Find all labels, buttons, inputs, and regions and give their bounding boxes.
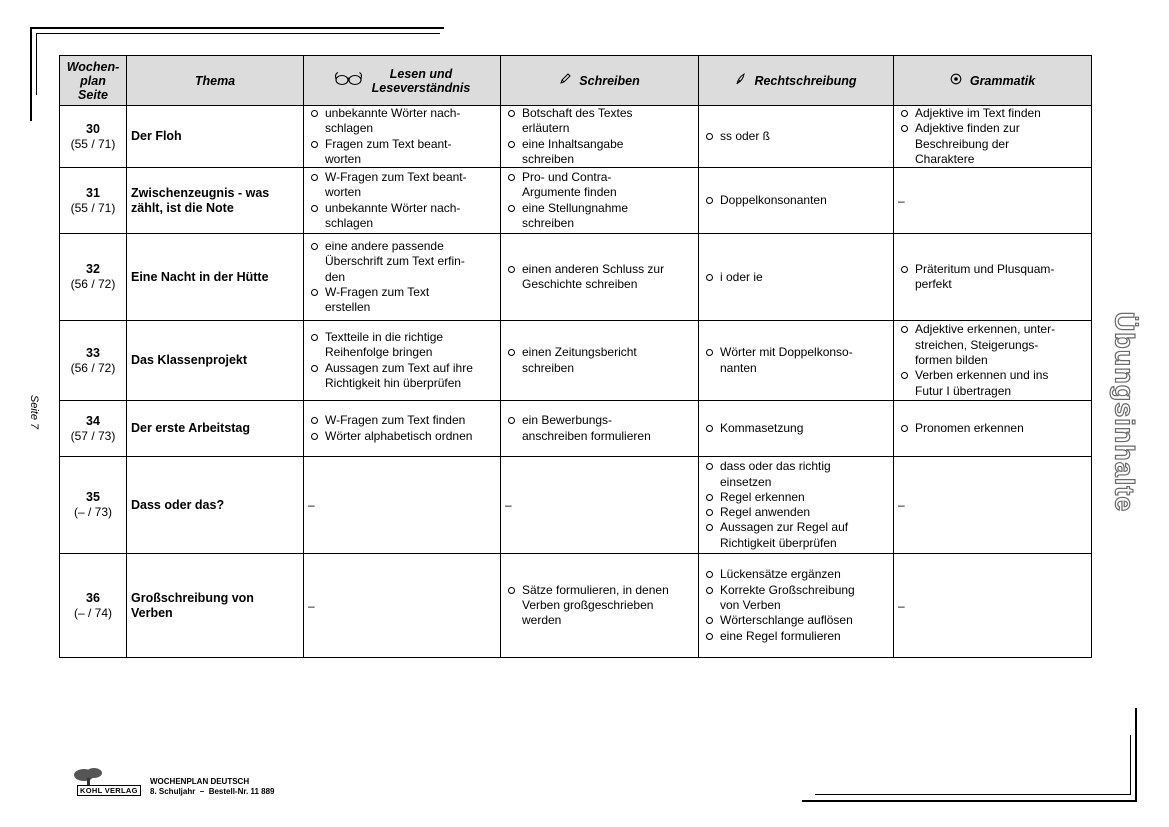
header-grammatik	[894, 56, 1092, 106]
cell-grammatik	[894, 554, 1092, 658]
empty-dash: –	[898, 598, 905, 613]
quill-icon	[735, 73, 746, 88]
header-lesen-label: Lesen und Leseverständnis	[371, 66, 471, 95]
cell-page	[60, 457, 127, 554]
list-item: Regel anwenden	[703, 505, 889, 520]
cell-recht	[699, 457, 894, 554]
header-page	[60, 56, 127, 106]
cell-page	[60, 554, 127, 658]
header-grammatik-label: Grammatik	[969, 73, 1036, 88]
publisher-logo	[64, 768, 144, 802]
list-item: W-Fragen zum Text finden	[308, 413, 496, 428]
cell-page	[60, 106, 127, 168]
cell-lesen	[304, 401, 501, 457]
thema-text: Das Klassenprojekt	[131, 353, 248, 368]
page-number-sub: (57 / 73)	[70, 428, 116, 443]
frame-line-right-outer	[1135, 708, 1137, 802]
empty-dash: –	[505, 498, 512, 513]
cell-thema	[127, 106, 304, 168]
target-icon	[950, 73, 962, 88]
frame-line-left-outer	[30, 27, 32, 121]
thema-text: Zwischenzeugnis - was zählt, ist die Note	[131, 185, 270, 215]
cell-lesen	[304, 168, 501, 234]
page-number-sub: (– / 73)	[73, 505, 112, 520]
cell-grammatik	[894, 321, 1092, 401]
grammatik-list	[898, 322, 1087, 398]
cell-thema	[127, 554, 304, 658]
page-number: Seite 7	[28, 394, 40, 430]
cell-schreiben	[501, 168, 699, 234]
table-body	[60, 106, 1092, 658]
weekly-plan-table	[59, 55, 1092, 658]
thema-text: Der Floh	[131, 129, 182, 144]
page-number-sub: (– / 74)	[73, 605, 112, 620]
list-item: Adjektive im Text finden	[898, 106, 1087, 121]
list-item: unbekannte Wörter nach- schlagen	[308, 106, 496, 137]
list-item: W-Fragen zum Text erstellen	[308, 285, 496, 316]
table-row	[60, 106, 1092, 168]
list-item: Doppelkonsonanten	[703, 193, 889, 208]
page-number-main: 35	[86, 490, 100, 505]
cell-page	[60, 401, 127, 457]
cell-recht	[699, 234, 894, 321]
list-item: Korrekte Großschreibung von Verben	[703, 583, 889, 614]
header-row	[60, 56, 1092, 106]
cell-recht	[699, 106, 894, 168]
table-row	[60, 457, 1092, 554]
cell-recht	[699, 401, 894, 457]
cell-schreiben	[501, 401, 699, 457]
header-recht-label: Rechtschreibung	[754, 73, 857, 88]
cell-recht	[699, 554, 894, 658]
list-item: Wörter mit Doppelkonso- nanten	[703, 345, 889, 376]
recht-list	[703, 193, 889, 208]
list-item: dass oder das richtig einsetzen	[703, 459, 889, 490]
list-item: Adjektive erkennen, unter- streichen, Steigerungs- formen bilden	[898, 322, 1087, 368]
cell-grammatik	[894, 234, 1092, 321]
list-item: Sätze formulieren, in denen Verben großgeschrieben werden	[505, 583, 694, 629]
empty-dash: –	[308, 598, 315, 613]
cell-thema	[127, 321, 304, 401]
recht-list	[703, 459, 889, 551]
frame-line-top-outer	[30, 27, 444, 29]
schreiben-list	[505, 170, 694, 231]
page-number-main: 33	[86, 345, 100, 360]
frame-line-right-inner	[1130, 735, 1131, 795]
list-item: Verben erkennen und ins Futur I übertragen	[898, 368, 1087, 399]
page-number-sub: (56 / 72)	[70, 277, 116, 292]
list-item: i oder ie	[703, 270, 889, 285]
list-item: einen Zeitungsbericht schreiben	[505, 345, 694, 376]
cell-grammatik	[894, 168, 1092, 234]
list-item: Aussagen zum Text auf ihre Richtigkeit hin überprüfen	[308, 361, 496, 392]
cell-page	[60, 234, 127, 321]
list-item: Regel erkennen	[703, 490, 889, 505]
table-row	[60, 168, 1092, 234]
cell-thema	[127, 234, 304, 321]
recht-list	[703, 345, 889, 376]
thema-text: Großschreibung von Verben	[131, 590, 254, 620]
lesen-list	[308, 239, 496, 315]
table-row	[60, 234, 1092, 321]
lesen-list	[308, 106, 496, 167]
cell-lesen	[304, 234, 501, 321]
list-item: eine andere passende Überschrift zum Text erfin- den	[308, 239, 496, 285]
table-row	[60, 554, 1092, 658]
grammatik-list	[898, 262, 1087, 293]
lesen-list	[308, 170, 496, 231]
cell-lesen	[304, 106, 501, 168]
cell-thema	[127, 168, 304, 234]
header-thema-label: Thema	[194, 73, 236, 88]
list-item: eine Stellungnahme schreiben	[505, 201, 694, 232]
recht-list	[703, 567, 889, 643]
list-item: einen anderen Schluss zur Geschichte schreiben	[505, 262, 694, 293]
footer-text	[150, 777, 275, 797]
header-schreiben	[501, 56, 699, 106]
thema-text: Eine Nacht in der Hütte	[131, 269, 269, 284]
list-item: Lückensätze ergänzen	[703, 567, 889, 582]
table-row	[60, 321, 1092, 401]
schreiben-list	[505, 262, 694, 293]
header-schreiben-label: Schreiben	[579, 73, 640, 88]
pencil-icon	[559, 73, 571, 88]
list-item: Wörterschlange auflösen	[703, 613, 889, 628]
glasses-icon	[334, 71, 364, 90]
list-item: Pronomen erkennen	[898, 421, 1087, 436]
page-number-main: 36	[86, 590, 100, 605]
header-recht	[699, 56, 894, 106]
schreiben-list	[505, 106, 694, 167]
cell-schreiben	[501, 554, 699, 658]
thema-text: Der erste Arbeitstag	[131, 421, 251, 436]
page-number-main: 31	[86, 185, 100, 200]
list-item: eine Regel formulieren	[703, 629, 889, 644]
header-page-label: Wochen- plan Seite	[66, 59, 120, 102]
lesen-list	[308, 413, 496, 444]
footer-line-1: WOCHENPLAN DEUTSCH	[150, 777, 250, 786]
cell-recht	[699, 321, 894, 401]
page-number-sub: (55 / 71)	[70, 200, 116, 215]
footer-line-2: 8. Schuljahr – Bestell-Nr. 11 889	[150, 787, 275, 796]
cell-grammatik	[894, 401, 1092, 457]
list-item: Adjektive finden zur Beschreibung der Charaktere	[898, 121, 1087, 167]
frame-line-left-inner	[36, 33, 37, 95]
logo-text: KOHL VERLAG	[77, 785, 141, 796]
list-item: ss oder ß	[703, 129, 889, 144]
cell-grammatik	[894, 106, 1092, 168]
empty-dash: –	[898, 193, 905, 208]
cell-recht	[699, 168, 894, 234]
list-item: Pro- und Contra- Argumente finden	[505, 170, 694, 201]
schreiben-list	[505, 345, 694, 376]
list-item: Kommasetzung	[703, 421, 889, 436]
header-thema	[127, 56, 304, 106]
cell-page	[60, 321, 127, 401]
list-item: W-Fragen zum Text beant- worten	[308, 170, 496, 201]
schreiben-list	[505, 583, 694, 629]
thema-text: Dass oder das?	[131, 497, 225, 512]
list-item: unbekannte Wörter nach- schlagen	[308, 201, 496, 232]
cell-lesen	[304, 457, 501, 554]
cell-lesen	[304, 321, 501, 401]
grammatik-list	[898, 421, 1087, 436]
header-lesen	[304, 56, 501, 106]
lesen-list	[308, 330, 496, 391]
side-title: Übungsinhalte	[1109, 311, 1140, 513]
empty-dash: –	[898, 498, 905, 513]
list-item: Präteritum und Plusquam- perfekt	[898, 262, 1087, 293]
recht-list	[703, 421, 889, 436]
list-item: Fragen zum Text beant- worten	[308, 137, 496, 168]
list-item: Botschaft des Textes erläutern	[505, 106, 694, 137]
page-number-main: 34	[86, 413, 100, 428]
cell-lesen	[304, 554, 501, 658]
schreiben-list	[505, 413, 694, 444]
list-item: Wörter alphabetisch ordnen	[308, 429, 496, 444]
cell-schreiben	[501, 457, 699, 554]
cell-thema	[127, 457, 304, 554]
cell-schreiben	[501, 234, 699, 321]
recht-list	[703, 270, 889, 285]
frame-line-top-inner	[36, 33, 440, 34]
list-item: ein Bewerbungs- anschreiben formulieren	[505, 413, 694, 444]
page-number-main: 30	[86, 121, 100, 136]
grammatik-list	[898, 106, 1087, 167]
cell-page	[60, 168, 127, 234]
list-item: Textteile in die richtige Reihenfolge bringen	[308, 330, 496, 361]
list-item: eine Inhaltsangabe schreiben	[505, 137, 694, 168]
cell-schreiben	[501, 106, 699, 168]
frame-line-bottom-outer	[802, 800, 1137, 802]
list-item: Aussagen zur Regel auf Richtigkeit überprüfen	[703, 520, 889, 551]
recht-list	[703, 129, 889, 144]
page-number-main: 32	[86, 262, 100, 277]
page-number-sub: (55 / 71)	[70, 136, 116, 151]
cell-schreiben	[501, 321, 699, 401]
frame-line-bottom-inner	[815, 794, 1131, 795]
empty-dash: –	[308, 498, 315, 513]
cell-grammatik	[894, 457, 1092, 554]
page-number-sub: (56 / 72)	[70, 360, 116, 375]
cell-thema	[127, 401, 304, 457]
table-row	[60, 401, 1092, 457]
